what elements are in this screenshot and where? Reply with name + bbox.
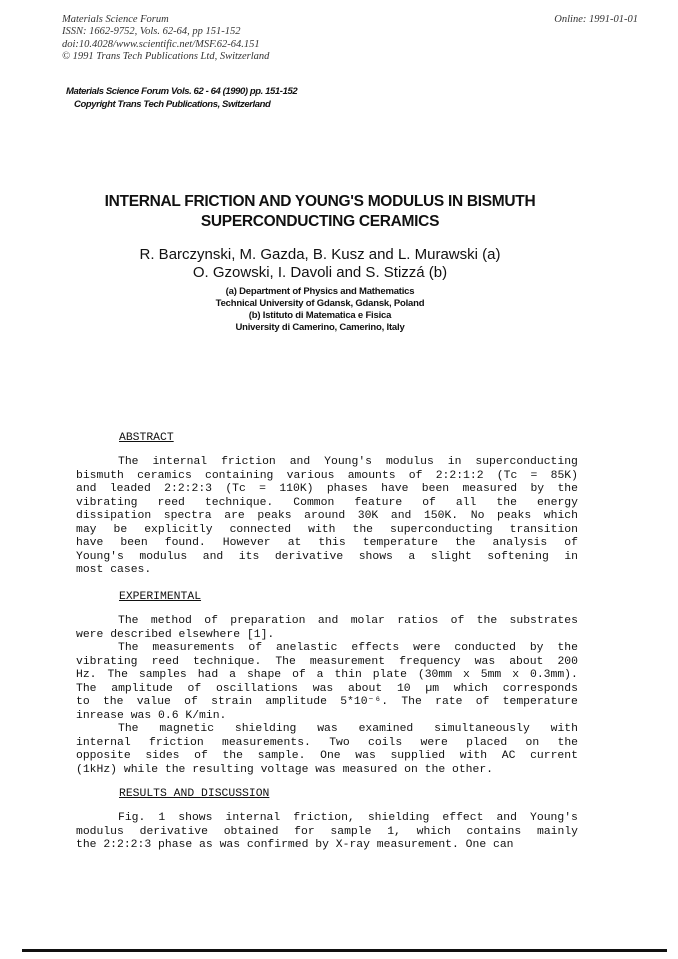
text-line: vibrating reed technique. The measurement frequency was about 200 — [76, 655, 578, 668]
text-line: opposite sides of the sample. One was supplied with AC current — [76, 750, 578, 762]
online-date: Online: 1991-01-01 — [554, 14, 638, 25]
title-line-1: INTERNAL FRICTION AND YOUNG'S MODULUS IN BISMUTH — [104, 193, 536, 210]
text-line: most cases. — [76, 564, 152, 576]
text-line: bismuth ceramics containing various amounts of 2:2:1:2 (Tc = 85K) — [76, 469, 578, 482]
meta-copyright: © 1991 Trans Tech Publications Ltd, Switzerland — [62, 50, 270, 62]
text-line: were described elsewhere [1]. — [76, 628, 275, 641]
affiliation-line: (b) Istituto di Matematica e Fisica — [248, 310, 392, 321]
abstract-body — [76, 456, 578, 578]
text-line: modulus derivative obtained for sample 1, which contains mainly — [76, 825, 578, 838]
results-heading: RESULTS AND DISCUSSION — [119, 788, 270, 800]
text-line: (1kHz) while the resulting voltage was measured on the other. — [76, 763, 494, 776]
meta-issn: ISSN: 1662-9752, Vols. 62-64, pp 151-152 — [62, 26, 241, 38]
author-list — [60, 246, 580, 282]
text-line: The internal friction and Young's modulus in superconducting — [118, 456, 578, 468]
experimental-body — [76, 615, 578, 777]
text-line: Young's modulus and its derivative shows a slight softening in — [76, 550, 578, 563]
text-line: have been found. However at this temperature the analysis of — [76, 537, 578, 549]
affiliation-line: University di Camerino, Camerino, Italy — [235, 322, 405, 333]
affiliation-line: Technical University of Gdansk, Gdansk, Poland — [215, 298, 425, 309]
title-line-2: SUPERCONDUCTING CERAMICS — [200, 213, 440, 230]
journal-reference — [66, 86, 297, 111]
text-line: inrease was 0.6 K/min. — [76, 709, 227, 722]
affiliations — [60, 286, 580, 334]
authors-line-1: R. Barczynski, M. Gazda, B. Kusz and L. Murawski (a) — [139, 246, 501, 263]
text-line: The measurements of anelastic effects were conducted by the — [118, 642, 578, 654]
text-line: may be explicitly connected with the superconducting transition — [76, 523, 578, 536]
text-line: and leaded 2:2:2:3 (Tc = 110K) phases have been measured by the — [76, 483, 578, 495]
text-line: the 2:2:2:3 phase as was confirmed by X-ray measurement. One can — [76, 839, 514, 851]
footer-rule — [22, 949, 667, 952]
text-line: to the value of strain amplitude 5*10⁻⁶. The rate of temperature — [76, 696, 578, 708]
text-line: The magnetic shielding was examined simultaneously with — [118, 723, 578, 735]
text-line: Hz. The samples had a shape of a thin plate (30mm x 5mm x 0.3mm). — [76, 669, 578, 681]
journal-copyright-line: Copyright Trans Tech Publications, Switzerland — [74, 98, 271, 110]
text-line: The method of preparation and molar ratios of the substrates — [118, 615, 578, 627]
text-line: internal friction measurements. Two coils were placed on the — [76, 736, 578, 749]
meta-journal: Materials Science Forum — [62, 14, 169, 25]
affiliation-line: (a) Department of Physics and Mathematics — [225, 286, 415, 297]
experimental-heading: EXPERIMENTAL — [119, 591, 202, 603]
abstract-heading: ABSTRACT — [119, 432, 174, 444]
authors-line-2: O. Gzowski, I. Davoli and S. Stizzá (b) — [192, 264, 448, 281]
results-body — [76, 812, 578, 853]
text-line: The amplitude of oscillations was about 10 µm which corresponds — [76, 682, 578, 695]
publication-metadata — [62, 14, 269, 63]
paper-title — [60, 192, 580, 232]
journal-volume-line: Materials Science Forum Vols. 62 - 64 (1990) pp. 151-152 — [66, 86, 298, 97]
text-line: dissipation spectra are peaks around 30K and 150K. No peaks which — [76, 510, 578, 522]
text-line: Fig. 1 shows internal friction, shielding effect and Young's — [118, 812, 578, 824]
meta-doi: doi:10.4028/www.scientific.net/MSF.62-64.151 — [62, 38, 260, 50]
text-line: vibrating reed technique. Common feature of all the energy — [76, 496, 578, 509]
